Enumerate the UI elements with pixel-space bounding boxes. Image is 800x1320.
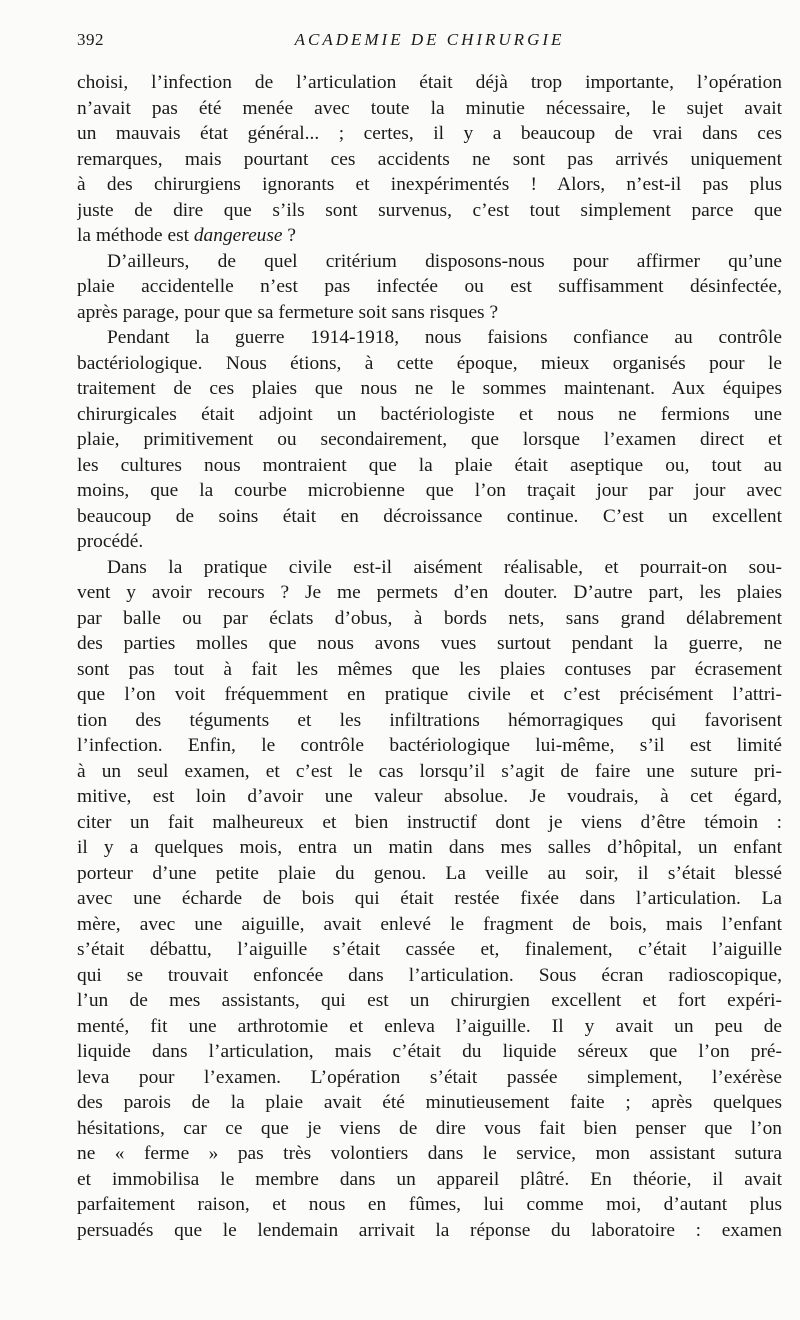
text-line: juste de dire que s’ils sont survenus, c’est tout simplement parce que [77, 199, 782, 221]
text-line: sont pas tout à fait les mêmes que les plaies contuses par écrasement [77, 658, 782, 680]
page-number: 392 [77, 30, 104, 49]
text-line: D’ailleurs, de quel critérium disposons-nous pour affirmer qu’une [107, 250, 782, 272]
text-line: parfaitement raison, et nous en fûmes, lui comme moi, d’autant plus [77, 1194, 782, 1215]
text-line: bactériologique. Nous étions, à cette époque, mieux organisés pour le [77, 352, 782, 374]
text-line: menté, fit une arthrotomie et enleva l’aiguille. Il y avait un peu de [77, 1015, 782, 1037]
text-line: Dans la pratique civile est-il aisément réalisable, et pourrait-on sou- [107, 556, 782, 578]
text-line: l’infection. Enfin, le contrôle bactériologique lui-même, s’il est limité [77, 735, 782, 756]
text-line: Pendant la guerre 1914-1918, nous faisions confiance au contrôle [107, 327, 782, 348]
text-line-with-italic: la méthode est dangereuse ? [77, 225, 296, 246]
text-line: ne « ferme » pas très volontiers dans le service, mon assistant sutura [77, 1143, 782, 1164]
text-line: plaie, primitivement ou secondairement, que lorsque l’examen direct et [77, 429, 782, 450]
text-line: les cultures nous montraient que la plaie était aseptique ou, tout au [77, 454, 782, 476]
text-line: vent y avoir recours ? Je me permets d’en douter. D’autre part, les plaies [77, 582, 782, 603]
text-line: avec une écharde de bois qui était restée fixée dans l’articulation. La [77, 888, 782, 909]
page-header [77, 30, 782, 54]
text-line: beaucoup de soins était en décroissance continue. C’est un excellent [77, 505, 782, 527]
text-line: que l’on voit fréquemment en pratique civile et c’est précisément l’attri- [77, 684, 782, 705]
text-line: choisi, l’infection de l’articulation était déjà trop importante, l’opération [77, 72, 782, 93]
text-line: à des chirurgiens ignorants et inexpérimentés ! Alors, n’est-il pas plus [77, 174, 782, 195]
text-line: et immobilisa le membre dans un appareil plâtré. En théorie, il avait [77, 1168, 782, 1190]
text-line: liquide dans l’articulation, mais c’était du liquide séreux que l’on pré- [77, 1041, 782, 1062]
text-line: porteur d’une petite plaie du genou. La veille au soir, il s’était blessé [77, 862, 782, 884]
running-head: ACADEMIE DE CHIRURGIE [294, 30, 565, 49]
text-line: n’avait pas été menée avec toute la minutie nécessaire, le sujet avait [77, 97, 782, 119]
text-line: tion des téguments et les infiltrations hémorragiques qui favorisent [77, 709, 782, 731]
text-line: il y a quelques mois, entra un matin dans mes salles d’hôpital, un enfant [77, 837, 782, 858]
text-line: des parties molles que nous avons vues surtout pendant la guerre, ne [77, 633, 782, 654]
text-line: moins, que la courbe microbienne que l’on traçait jour par jour avec [77, 480, 782, 501]
text-line: un mauvais état général... ; certes, il y a beaucoup de vrai dans ces [77, 123, 782, 144]
text-line: traitement de ces plaies que nous ne le sommes maintenant. Aux équipes [77, 378, 782, 399]
text-line: mère, avec une aiguille, avait enlevé le fragment de bois, mais l’enfant [77, 913, 782, 935]
text-line: chirurgicales était adjoint un bactériologiste et nous ne fermions une [77, 403, 782, 425]
text-line: persuadés que le lendemain arrivait la réponse du laboratoire : examen [77, 1219, 782, 1241]
text-line: après parage, pour que sa fermeture soit sans risques ? [77, 301, 499, 323]
text-line: des parois de la plaie avait été minutieusement faite ; après quelques [77, 1092, 782, 1113]
text-line: citer un fait malheureux et bien instructif dont je viens d’être témoin : [77, 811, 782, 833]
text-line: plaie accidentelle n’est pas infectée ou est suffisamment désinfectée, [77, 276, 782, 297]
text-line: hésitations, car ce que je viens de dire vous fait bien penser que l’on [77, 1117, 782, 1139]
text-line: s’était débattu, l’aiguille s’était cassée et, finalement, c’était l’aiguille [77, 939, 782, 960]
text-line: à un seul examen, et c’est le cas lorsqu’il s’agit de faire une suture pri- [77, 760, 782, 782]
text-line: mitive, est loin d’avoir une valeur absolue. Je voudrais, à cet égard, [77, 786, 782, 807]
body-text [77, 70, 782, 1243]
text-line: qui se trouvait enfoncée dans l’articulation. Sous écran radioscopique, [77, 964, 782, 986]
text-line: remarques, mais pourtant ces accidents ne sont pas arrivés uniquement [77, 148, 782, 170]
text-line: par balle ou par éclats d’obus, à bords nets, sans grand délabrement [77, 607, 782, 629]
text-line: l’un de mes assistants, qui est un chirurgien excellent et fort expéri- [77, 990, 782, 1011]
italic-emphasis: dangereuse [193, 225, 283, 246]
text-line: leva pour l’examen. L’opération s’était passée simplement, l’exérèse [77, 1066, 782, 1088]
text-line: procédé. [77, 531, 144, 552]
